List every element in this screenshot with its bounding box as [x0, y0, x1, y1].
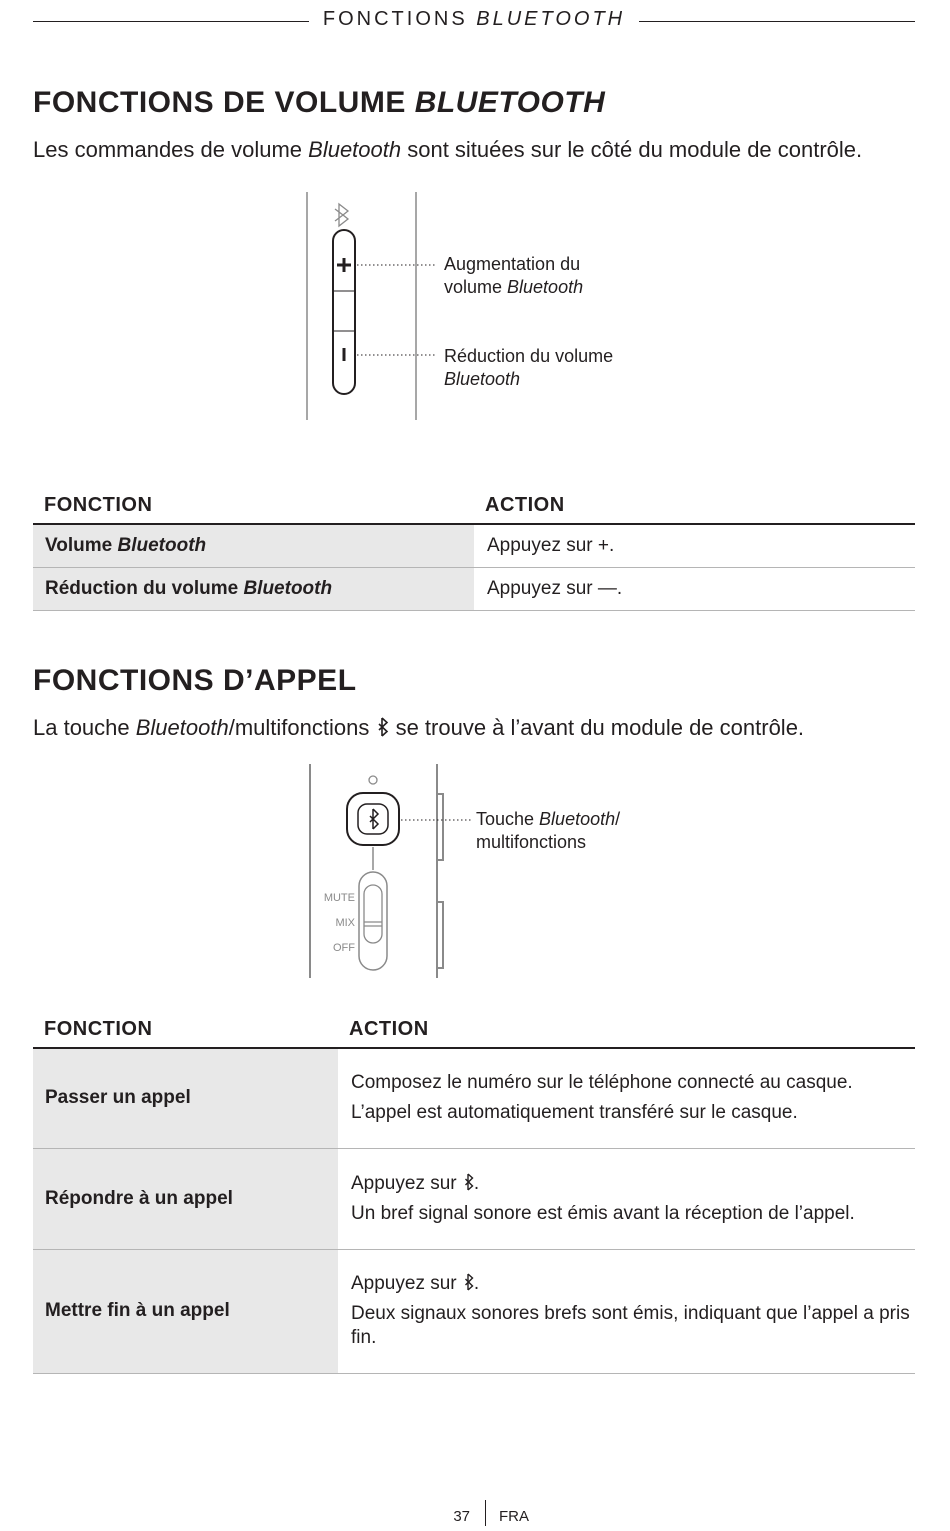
header-rule-right — [639, 21, 915, 22]
function-cell: Passer un appel — [33, 1048, 338, 1148]
action-cell: Appuyez sur —. — [474, 567, 915, 610]
column-header-action: ACTION — [474, 484, 915, 524]
table-row — [33, 1249, 915, 1373]
function-cell: Réduction du volume Bluetooth — [33, 567, 474, 610]
column-header-function: FONCTION — [33, 1008, 338, 1048]
action-cell: Composez le numéro sur le téléphone connecté au casque. L’appel est automatiquement transféré sur le casque. — [338, 1048, 915, 1148]
call-section-intro: La touche Bluetooth/multifonctions se trouve à l’avant du module de contrôle. — [33, 715, 805, 740]
table-row — [33, 567, 915, 610]
function-cell: Mettre fin à un appel — [33, 1249, 338, 1373]
switch-label-off: OFF — [333, 942, 355, 954]
bluetooth-icon — [462, 1173, 474, 1191]
footer-divider — [485, 1500, 486, 1526]
action-cell: Appuyez sur +. — [474, 524, 915, 567]
bluetooth-icon — [335, 204, 348, 226]
function-cell: Volume Bluetooth — [33, 524, 474, 567]
column-header-action: ACTION — [338, 1008, 915, 1048]
column-header-function: FONCTION — [33, 484, 474, 524]
call-section-title: FONCTIONS D’APPEL — [33, 664, 357, 697]
volume-section-intro: Les commandes de volume Bluetooth sont situées sur le côté du module de contrôle. — [33, 137, 863, 162]
page-number: 37 — [453, 1508, 470, 1525]
callout-volume-down: Réduction du volume Bluetooth — [444, 346, 614, 389]
volume-controls-diagram — [300, 190, 450, 422]
switch-label-mute: MUTE — [323, 892, 355, 904]
page-footer — [0, 1500, 950, 1528]
header-title: FONCTIONS BLUETOOTH — [322, 8, 626, 30]
bluetooth-icon — [375, 717, 389, 737]
mute-mix-switch — [359, 872, 387, 970]
language-code: FRA — [499, 1508, 529, 1525]
bluetooth-icon — [462, 1273, 474, 1291]
table-header-row — [33, 1008, 915, 1048]
table-header-row — [33, 484, 915, 524]
switch-label-mix: MIX — [335, 917, 355, 929]
call-functions-table — [33, 1008, 915, 1374]
volume-functions-table — [33, 484, 915, 611]
running-header — [33, 8, 915, 36]
action-cell: Appuyez sur . Deux signaux sonores brefs sont émis, indiquant que l’appel a pris fin. — [338, 1249, 915, 1373]
table-row — [33, 524, 915, 567]
function-cell: Répondre à un appel — [33, 1148, 338, 1249]
status-led-icon — [369, 776, 377, 784]
table-row — [33, 1148, 915, 1249]
table-row — [33, 1048, 915, 1148]
callout-multifunction-button: Touche Bluetooth/ multifonctions — [476, 809, 621, 852]
action-cell: Appuyez sur . Un bref signal sonore est émis avant la réception de l’appel. — [338, 1148, 915, 1249]
volume-section-title: FONCTIONS DE VOLUME BLUETOOTH — [33, 86, 606, 119]
multifunction-button-diagram — [300, 762, 480, 982]
callout-volume-up: Augmentation du volume Bluetooth — [444, 254, 584, 297]
